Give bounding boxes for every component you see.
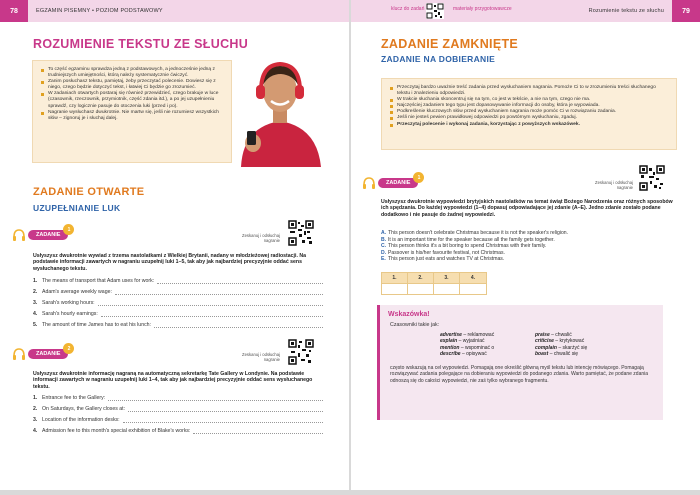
answer-grid-inputs [381,283,487,295]
tip-bullet: Najczęściej zadaniem tego typu jest dopasowywanie informacji do osoby, która je wypowiada. [390,103,670,109]
hint-text: często wskazują na cel wypowiedzi. Pomagają one określić główną myśl tekstu lub intencję mówiącego. Pomagają rozwiązywać zadania polegające na dobieraniu wypowiedzi do podanego zdania. Warto pamiętać, że podane zdania odnoszą się do całości wypowiedzi, nie zaś tylko wybranego fragmentu. [390,365,649,384]
answer-grid-cell: 2. [408,273,434,283]
item-number: 3. [33,417,38,423]
list-item [33,306,323,317]
item-text: The means of transport that Adam uses for work: [42,278,155,284]
answer-input[interactable] [382,284,408,294]
qr-code-icon[interactable] [288,220,314,246]
answer-line[interactable] [101,312,323,317]
item-text: Location of the information desks: [42,417,120,423]
item-number: 4. [33,311,38,317]
option-text: Passover is his/her favourite festival, not Christmas. [388,249,505,256]
item-number: 1. [33,278,38,284]
hint-title: Wskazówka! [388,311,430,318]
verb-pl: – wyjaśniać [458,338,485,345]
option-text: It is an important time for the speaker because all the family gets together. [388,236,555,243]
verb-pl: – opisywać [461,350,487,357]
page-subtitle: ZADANIE NA DOBIERANIE [381,54,496,64]
task-2-tag [18,345,71,359]
item-text: Adam's average weekly wage: [42,289,112,295]
qr-caption: Zeskanuj i odsłuchaj nagranie [595,180,633,190]
item-text: Sarah's working hours: [42,300,95,306]
verb-en: criticise [535,338,554,345]
verb-pl: – chwalić [551,332,572,338]
intro-bullet: Zanim posłuchasz tekstu, pamiętaj, żeby przeczytać polecenie. Dowiesz się z niego, czego będzie dotyczyć tekst, i łatwiej Ci będzie go zrozumieć. [41,79,225,91]
intro-bullet: Nagranie wysłuchasz dwukrotnie. Nie martw się, jeśli nie rozumiesz wszystkich słów – zignoruj je i słuchaj dalej. [41,110,225,122]
materials-link[interactable]: materiały przygotowawcze [453,6,512,12]
header-bar [0,0,349,22]
page-number: 78 [0,0,28,22]
item-number: 5. [33,322,38,328]
task-number: 1 [413,172,424,183]
answer-input[interactable] [434,284,460,294]
options-list [381,230,568,263]
verb-pairs-left [440,332,494,357]
headphones-icon [12,347,26,361]
tips-box [381,78,677,150]
intro-bullet: W zadaniach otwartych postaraj się również przewidzieć, czego brakuje w luce (czasownik, rzeczownik, przymiotnik, część zdania itd.), a po jej uzupełnieniu sprawdź, czy logicznie pasuje do otoczenia luki (przed i po). [41,91,225,109]
task-2-instruction: Usłyszysz dwukrotnie informację nagraną na automatyczną sekretarkę Tate Gallery w Londynie. Na podstawie informacji zawartych w nagraniu uzupełnij luki 1–4, tak aby jak najbardziej precyzyjnie oddać sens wysłuchanego tekstu. [33,371,313,390]
item-number: 4. [33,428,38,434]
task-number: 1 [63,224,74,235]
answer-line[interactable] [128,407,323,412]
verb-en: mention [440,344,460,351]
section-title: ZADANIE OTWARTE [33,186,145,198]
headphones-icon [12,228,26,242]
item-text: The amount of time James has to eat his lunch: [42,322,151,328]
verb-en: complain [535,344,557,351]
option-item [381,256,568,263]
page-bottom-edge [0,490,700,495]
list-item [33,317,323,328]
item-text: Entrance fee to the Gallery: [42,395,106,401]
qr-code-icon[interactable] [426,3,444,19]
list-item [33,284,323,295]
key-link[interactable]: klucz do zadań [391,6,425,12]
intro-box [32,60,232,163]
answer-grid-cell: 1. [382,273,408,283]
option-text: This person thinks it's a bit boring to spend Christmas with their family. [388,243,547,249]
verb-pair [535,351,587,357]
option-letter: C. [381,243,387,249]
option-letter: E. [381,256,386,262]
list-item [33,412,323,423]
page-title: ROZUMIENIE TEKSTU ZE SŁUCHU [33,37,249,51]
boy-with-headphones-photo [233,55,327,167]
answer-line[interactable] [108,396,323,401]
answer-line[interactable] [193,429,323,434]
header-bar [351,0,700,22]
verb-pl: – reklamować [463,332,495,338]
item-number: 3. [33,300,38,306]
qr-code-icon[interactable] [288,339,314,365]
list-item [33,295,323,306]
tip-bullet: Podkreślenie kluczowych słów przed wysłuchaniem nagrania może pomóc Ci w rozwiązaniu zadania. [390,109,670,115]
task-label [28,345,71,359]
page-title: ZADANIE ZAMKNIĘTE [381,37,519,51]
item-text: Sarah's hourly earnings: [42,311,98,317]
task-number: 2 [63,343,74,354]
answer-line[interactable] [115,290,323,295]
verb-en: describe [440,350,461,357]
option-text: This person doesn't celebrate Christmas because it is not the speaker's religion. [388,230,569,236]
qr-caption: Zeskanuj i odsłuchaj nagranie [242,352,280,362]
list-item [33,423,323,434]
list-item [33,401,323,412]
verb-pl: – skarżyć się [558,344,588,351]
option-letter: D. [381,249,387,256]
task-label-text: ZADANIE [36,232,61,238]
running-head: EGZAMIN PISEMNY • POZIOM PODSTAWOWY [36,8,163,14]
page-number: 79 [672,0,700,22]
verb-en: advertise [440,332,462,338]
verb-pair [440,351,494,357]
answer-line[interactable] [123,418,323,423]
list-item [33,273,323,284]
tip-bullet: Jeśli nie jesteś pewien prawidłowej odpowiedzi po powtórnym wysłuchaniu, zgaduj. [390,115,670,121]
option-letter: B. [381,236,387,243]
verb-en: explain [440,338,458,345]
verb-pl: – chwalić się [549,350,579,357]
list-item [33,390,323,401]
task-label [28,226,71,240]
section-subtitle: UZUPEŁNIANIE LUK [33,203,121,213]
item-text: Admission fee to this month's special exhibition of Blake's works: [42,428,191,434]
task-1-instruction: Usłyszysz dwukrotnie wywiad z trzema nastolatkami z Wielkiej Brytanii, nadany w młodzieżowej radiostacji. Na podstawie informacji zawartych w nagraniu uzupełnij luki 1–5, tak aby jak najbardziej precyzyjnie oddać sens wysłuchanego tekstu. [33,253,306,272]
verb-pl: – krytykować [555,338,585,345]
left-page [0,0,349,490]
hint-box [377,305,663,420]
answer-line[interactable] [157,279,323,284]
qr-code-icon[interactable] [639,165,665,191]
item-text: On Saturdays, the Gallery closes at: [42,406,126,412]
running-head: Rozumienie tekstu ze słuchu [588,8,664,14]
task-label [378,174,421,188]
item-number: 1. [33,395,38,401]
verb-en: praise [535,332,550,338]
option-letter: A. [381,230,387,236]
task-label-text: ZADANIE [36,351,61,357]
task-instruction: Usłyszysz dwukrotnie wypowiedzi brytyjskich nastolatków na temat świąt Bożego Narodzenia oraz różnych sposobów ich spędzania. Do każdej wypowiedzi (1–4) dopasuj odpowiadające jej zdanie (A–E). Jedno zdanie zostało podane dodatkowo i nie pasuje do żadnej wypowiedzi. [381,199,673,218]
answer-line[interactable] [154,323,323,328]
option-text: This person just eats and watches TV at Christmas. [388,256,505,262]
task-1-tag [18,226,71,240]
task-tag [368,174,421,188]
qr-caption: Zeskanuj i odsłuchaj nagranie [242,233,280,243]
answer-input[interactable] [408,284,434,294]
answer-input[interactable] [460,284,486,294]
task-2-items [33,390,323,434]
task-1-items [33,273,323,328]
tip-bullet: Przeczytaj polecenie i wykonaj zadania, korzystając z powyższych wskazówek. [390,122,670,128]
answer-grid-cell: 4. [460,273,486,283]
answer-grid-cell: 3. [434,273,460,283]
tip-bullet: Przeczytaj bardzo uważnie treść zadania przed wysłuchaniem nagrania. Pomoże Ci to w zrozumieniu treści słuchanego tekstu i znalezieniu odpowiedzi. [390,85,670,97]
answer-line[interactable] [98,301,323,306]
verb-pl: – wspominać o [460,344,495,351]
intro-bullet: To część egzaminu sprawdza jedną z podstawowych, a jednocześnie jedną z trudniejszych umiejętności, którą należy systematycznie ćwiczyć. [41,67,225,79]
item-number: 2. [33,289,38,295]
headphones-icon [362,176,376,190]
verb-pairs-right [535,332,587,357]
task-label-text: ZADANIE [386,180,411,186]
item-number: 2. [33,406,38,412]
tip-bullet: W trakcie słuchania skoncentruj się na tym, co jest w tekście, a nie na tym, czego nie ma. [390,97,670,103]
hint-subtitle: Czasowniki takie jak: [390,322,440,328]
verb-en: boast [535,350,549,357]
